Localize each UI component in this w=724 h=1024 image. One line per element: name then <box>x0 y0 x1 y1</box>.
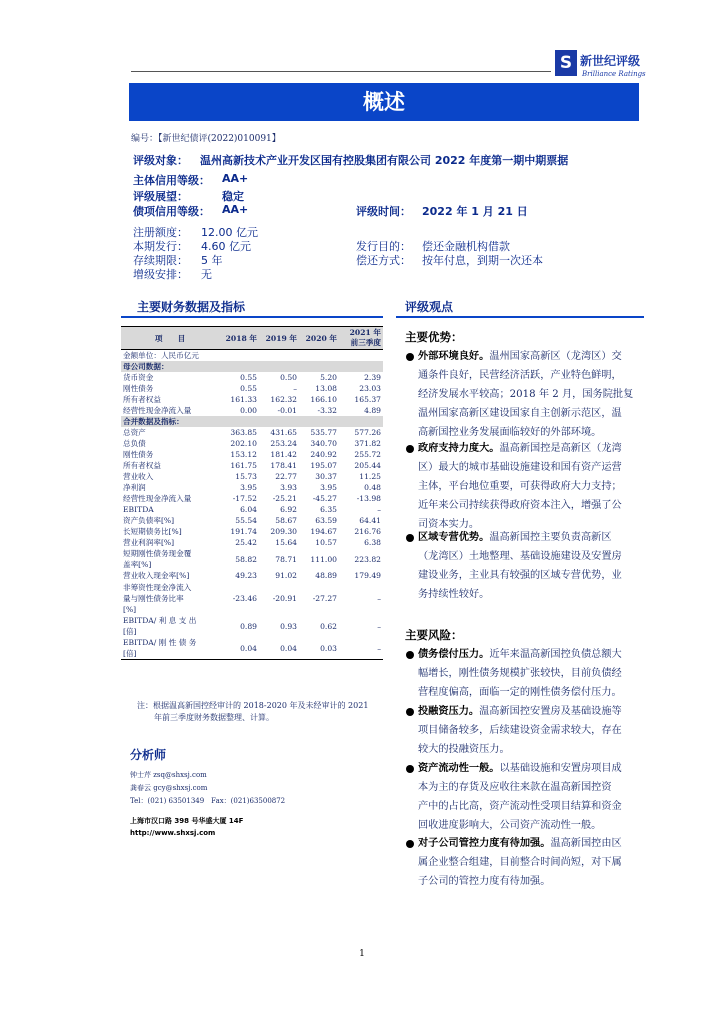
table-row <box>121 383 383 394</box>
table-cell: 181.42 <box>270 450 297 459</box>
term-label: 存续期限： <box>133 254 188 267</box>
table-cell: 3.93 <box>280 483 297 492</box>
table-row <box>121 427 383 438</box>
risks-item <box>418 702 646 759</box>
table-cell: 30.37 <box>315 472 337 481</box>
table-row <box>121 515 383 526</box>
risks-item-text: 温高新国控由区 <box>550 838 622 849</box>
table-cell: 195.07 <box>310 461 337 470</box>
table-cell: 5.20 <box>320 373 337 382</box>
bullet-icon <box>406 765 414 773</box>
table-header: 2020 年 <box>299 327 339 350</box>
risks-item-text: 以基础设施和安置房项目成 <box>499 763 622 774</box>
bullet-icon <box>406 445 414 453</box>
strengths-item-text: 温州国家高新区（龙湾区）交 <box>489 351 622 362</box>
rating-time: 2022 年 1 月 21 日 <box>422 205 528 218</box>
credit-enhancement-label: 增级安排： <box>133 268 188 281</box>
table-note <box>137 700 368 724</box>
table-cell: 63.59 <box>315 516 337 525</box>
group-row <box>121 416 383 427</box>
unit-row <box>121 350 383 362</box>
table-cell: 长短期债务比[%] <box>123 527 182 536</box>
table-cell: 经营性现金净流入量 <box>123 494 192 503</box>
risks-item-text: 温高新国控安置房及基础设施等 <box>479 706 622 717</box>
debt-rating: AA+ <box>222 203 249 216</box>
table-cell: 161.75 <box>230 461 257 470</box>
strengths-item-text: 温州国家高新区建设国家自主创新示范区，温 <box>418 408 622 419</box>
table-cell: 91.02 <box>275 571 297 580</box>
table-cell: 资产负债率[%] <box>123 516 175 525</box>
table-cell: 6.38 <box>364 538 381 547</box>
risks-item-heading: 对子公司管控力度有待加强。 <box>418 838 551 849</box>
table-cell: -45.27 <box>312 494 337 503</box>
table-cell: 55.54 <box>235 516 257 525</box>
table-header: 2019 年 <box>259 327 299 350</box>
table-row <box>121 570 383 581</box>
risks-item-heading: 债务偿付压力。 <box>418 649 490 660</box>
table-cell: -3.32 <box>317 406 337 415</box>
title-banner <box>129 83 639 121</box>
table-cell: 11.25 <box>359 472 381 481</box>
table-cell: 非筹资性现金净流入 量与刚性债务比率 [%] <box>123 582 192 614</box>
strengths-title: 主要优势： <box>405 330 463 344</box>
table-cell: EBITDA/ 利 息 支 出 [倍] <box>123 616 197 636</box>
table-cell: 166.10 <box>310 395 337 404</box>
table-cell: 194.67 <box>310 527 337 536</box>
table-cell: 0.03 <box>299 637 339 660</box>
company-website-link[interactable]: http://www.shxsj.com <box>130 829 216 837</box>
consolidated-rows <box>121 427 383 548</box>
table-note-line: 年前三季度财务数据整理、计算。 <box>154 713 274 722</box>
risks-item-text: 回收进度影响大，公司资产流动性一般。 <box>418 820 602 831</box>
table-cell: -0.01 <box>277 406 297 415</box>
strengths-item-heading: 外部环境良好。 <box>418 351 490 362</box>
table-header: 2021 年 前三季度 <box>339 327 383 350</box>
analyst-contact: 龚春云 gcy@shxsj.com <box>130 784 208 792</box>
risks-item-text: 本为主的存货及应收往来款在温高新国控资 <box>418 782 612 793</box>
table-cell: 216.76 <box>354 527 381 536</box>
table-cell: 净利润 <box>123 483 146 492</box>
table-cell: -20.91 <box>272 593 297 603</box>
table-row <box>121 504 383 515</box>
analyst-phone: Tel：(021) 63501349 Fax：(021)63500872 <box>130 797 286 805</box>
table-cell: 363.85 <box>230 428 257 437</box>
bullet-icon <box>406 353 414 361</box>
risks-item <box>418 645 646 702</box>
risks-item-text: 幅增长，刚性债务规模扩张较快，目前负债经 <box>418 668 622 679</box>
table-cell: 223.82 <box>354 554 381 564</box>
bullet-icon <box>406 708 414 716</box>
analyst-contact: 钟士芹 zsq@shxsj.com <box>130 771 207 779</box>
table-cell: 货币资金 <box>123 373 154 382</box>
issue-label: 本期发行： <box>133 240 188 253</box>
table-cell: 3.95 <box>240 483 257 492</box>
strengths-item-text: 温高新国控主要负责高新区 <box>489 532 612 543</box>
strengths-item-heading: 区域专营优势。 <box>418 532 490 543</box>
table-cell: 22.77 <box>275 472 297 481</box>
strengths-item-text: 经济发展水平较高；2018 年 2 月，国务院批复 <box>418 389 634 400</box>
table-row <box>121 493 383 504</box>
table-row <box>121 471 383 482</box>
table-cell: 25.42 <box>235 538 257 547</box>
risks-item-text: 子公司的管控力度有待加强。 <box>418 876 551 887</box>
table-cell: EBITDA/ 刚 性 债 务 [倍] <box>121 637 219 660</box>
table-cell: 6.35 <box>320 505 337 514</box>
table-cell: 所有者权益 <box>123 461 161 470</box>
table-row <box>121 581 383 615</box>
table-cell: 15.73 <box>235 472 257 481</box>
parent-rows <box>121 372 383 416</box>
table-cell: 205.44 <box>354 461 381 470</box>
table-cell: 535.77 <box>310 428 337 437</box>
table-cell: 340.70 <box>310 439 337 448</box>
purpose-label: 发行目的： <box>356 240 411 253</box>
table-row <box>121 548 383 570</box>
table-cell: – <box>293 384 297 393</box>
strengths-item-text: 建设业务，主业具有较强的区域专营优势，业 <box>418 570 622 581</box>
table-row <box>121 438 383 449</box>
strengths-item <box>418 439 646 534</box>
company-address: 上海市汉口路 398 号华盛大厦 14F <box>130 817 244 825</box>
table-cell: 0.04 <box>219 637 259 660</box>
rating-view-rule <box>396 316 644 318</box>
strengths-item <box>418 528 646 604</box>
risks-item-heading: 资产流动性一般。 <box>418 763 500 774</box>
risks-title: 主要风险： <box>405 628 463 642</box>
table-cell: 0.00 <box>240 406 257 415</box>
risks-item <box>418 759 646 835</box>
table-row <box>121 526 383 537</box>
table-row <box>121 460 383 471</box>
table-cell: 431.65 <box>270 428 297 437</box>
table-cell: 162.32 <box>270 395 297 404</box>
risks-item-text: 属企业整合组建，目前整合时间尚短，对下属 <box>418 857 622 868</box>
outlook-label: 评级展望： <box>133 190 188 203</box>
bullet-icon <box>406 840 414 848</box>
issuer-rating-label: 主体信用等级： <box>133 174 210 187</box>
reg-amount-label: 注册额度： <box>133 226 188 239</box>
table-note-line: 注：根据温高新国控经审计的 2018-2020 年及未经审计的 2021 <box>137 701 369 710</box>
strengths-item-text: 区）最大的城市基础设施建设和国有资产运营 <box>418 462 622 473</box>
table-cell: 13.08 <box>315 384 337 393</box>
table-cell: 165.37 <box>354 395 381 404</box>
table-row <box>121 449 383 460</box>
table-cell: 0.62 <box>320 621 337 631</box>
table-cell: 所有者权益 <box>123 395 161 404</box>
repay-label: 偿还方式： <box>356 254 411 267</box>
page-number: 1 <box>359 949 365 959</box>
table-cell: – <box>377 593 381 603</box>
table-header: 项 目 <box>121 327 219 350</box>
table-cell: -25.21 <box>272 494 297 503</box>
table-cell: 10.57 <box>315 538 337 547</box>
table-row <box>121 615 383 637</box>
table-cell: 255.72 <box>354 450 381 459</box>
strengths-item-text: 通条件良好，民营经济活跃，产业特色鲜明， <box>418 370 622 381</box>
table-cell: 0.04 <box>259 637 299 660</box>
rating-object: 温州高新技术产业开发区国有控股集团有限公司 2022 年度第一期中期票据 <box>200 154 569 167</box>
financial-section-title: 主要财务数据及指标 <box>137 300 246 314</box>
table-cell: 371.82 <box>354 439 381 448</box>
strengths-item-text: 主体，平台地位重要，可获得政府大力支持； <box>418 481 622 492</box>
strengths-item-heading: 政府支持力度大。 <box>418 443 500 454</box>
table-row <box>121 637 383 660</box>
table-cell: 刚性债务 <box>123 384 154 393</box>
table-cell: 4.89 <box>364 406 381 415</box>
strengths-item-text: 司资本实力。 <box>418 519 480 530</box>
table-cell: 209.30 <box>270 527 297 536</box>
table-cell: 179.49 <box>354 571 381 580</box>
table-cell: 营业收入现金率[%] <box>123 571 190 580</box>
strengths-item-text: 高新国控业务发展面临较好的外部环境。 <box>418 427 602 438</box>
table-cell: 0.55 <box>240 384 257 393</box>
table-cell: 58.82 <box>235 554 257 564</box>
table-cell: 6.92 <box>280 505 297 514</box>
table-cell: 总资产 <box>123 428 146 437</box>
table-header: 2018 年 <box>219 327 259 350</box>
table-cell: 577.26 <box>354 428 381 437</box>
strengths-item-text: （龙湾区）土地整理、基础设施建设及安置房 <box>418 551 622 562</box>
rating-time-label: 评级时间： <box>356 205 411 218</box>
table-cell: 202.10 <box>230 439 257 448</box>
table-cell: 营业收入 <box>123 472 154 481</box>
reg-amount: 12.00 亿元 <box>201 226 258 239</box>
table-row <box>121 372 383 383</box>
issue-amount: 4.60 亿元 <box>201 240 251 253</box>
table-cell: 191.74 <box>230 527 257 536</box>
table-cell: -23.46 <box>232 593 257 603</box>
table-cell: 111.00 <box>310 554 337 564</box>
repay: 按年付息，到期一次还本 <box>422 254 543 267</box>
financial-section-rule <box>121 316 383 318</box>
risks-item-text: 项目储备较多，后续建设资金需求较大，存在 <box>418 725 622 736</box>
table-cell: – <box>377 621 381 631</box>
rating-object-label: 评级对象： <box>133 154 188 167</box>
risks-item-heading: 投融资压力。 <box>418 706 480 717</box>
issuer-rating: AA+ <box>222 172 249 185</box>
outlook: 稳定 <box>222 190 244 203</box>
table-row <box>121 537 383 548</box>
table-cell: 经营性现金净流入量 <box>123 406 192 415</box>
table-cell: 78.71 <box>275 554 297 564</box>
debt-rating-label: 债项信用等级： <box>133 205 210 218</box>
risks-item <box>418 834 646 891</box>
table-cell: 153.12 <box>230 450 257 459</box>
bullet-icon <box>406 534 414 542</box>
risks-item-text: 营程度偏高，面临一定的刚性债务偿付压力。 <box>418 687 622 698</box>
financial-table-wrap <box>121 326 383 660</box>
analyst-title: 分析师 <box>130 748 167 762</box>
table-cell: 3.95 <box>320 483 337 492</box>
table-cell: 15.64 <box>275 538 297 547</box>
logo-mark-icon: S <box>555 50 577 76</box>
group-label: 母公司数据： <box>121 361 383 372</box>
table-cell: 48.89 <box>315 571 337 580</box>
table-cell: 刚性债务 <box>123 450 154 459</box>
table-cell: 短期刚性债务现金覆 盖率[%] <box>123 549 192 569</box>
table-cell: 23.03 <box>359 384 381 393</box>
logo-english-name: Brilliance Ratings <box>582 70 646 78</box>
table-cell: -17.52 <box>232 494 257 503</box>
table-cell: -27.27 <box>312 593 337 603</box>
header-rule <box>131 71 551 72</box>
strengths-item-text: 务持续性较好。 <box>418 589 490 600</box>
table-cell: 64.41 <box>359 516 381 525</box>
risks-item-text: 近年来温高新国控负债总额大 <box>489 649 622 660</box>
rating-view-title: 评级观点 <box>405 300 454 314</box>
table-header-row <box>121 327 383 350</box>
table-cell: 0.48 <box>364 483 381 492</box>
bullet-icon <box>406 651 414 659</box>
table-cell: 58.67 <box>275 516 297 525</box>
table-row <box>121 394 383 405</box>
table-cell: – <box>377 505 381 514</box>
table-cell: 营业利润率[%] <box>123 538 175 547</box>
group-row <box>121 361 383 372</box>
table-cell: 0.55 <box>240 373 257 382</box>
unit-text: 金额单位：人民币亿元 <box>123 351 199 360</box>
credit-enhancement: 无 <box>201 268 212 281</box>
table-cell: 161.33 <box>230 395 257 404</box>
strengths-item-text: 近年来公司持续获得政府资本注入，增强了公 <box>418 500 622 511</box>
table-cell: 总负债 <box>123 439 146 448</box>
table-cell: 240.92 <box>310 450 337 459</box>
risks-item-text: 较大的投融资压力。 <box>418 744 510 755</box>
group-label: 合并数据及指标： <box>121 416 383 427</box>
table-row <box>121 405 383 416</box>
strengths-item-text: 温高新国控是高新区（龙湾 <box>499 443 622 454</box>
financial-table <box>121 326 383 660</box>
table-cell: EBITDA <box>123 505 154 514</box>
table-cell: 2.39 <box>364 373 381 382</box>
table-cell: 178.41 <box>270 461 297 470</box>
table-cell: 6.04 <box>240 505 257 514</box>
table-cell: 0.89 <box>240 621 257 631</box>
table-cell: – <box>339 637 383 660</box>
serial-number: 编号：【新世纪债评(2022)010091】 <box>131 134 281 144</box>
table-cell: -13.98 <box>356 494 381 503</box>
page-title: 概述 <box>363 90 405 114</box>
table-cell: 49.23 <box>235 571 257 580</box>
table-cell: 0.93 <box>280 621 297 631</box>
term: 5 年 <box>201 254 223 267</box>
risks-item-text: 产中的占比高，资产流动性受项目结算和资金 <box>418 801 622 812</box>
table-cell: 0.50 <box>280 373 297 382</box>
purpose: 偿还金融机构借款 <box>422 240 510 253</box>
strengths-item <box>418 347 646 442</box>
table-row <box>121 482 383 493</box>
logo-chinese-name: 新世纪评级 <box>580 54 641 68</box>
table-cell: 253.24 <box>270 439 297 448</box>
